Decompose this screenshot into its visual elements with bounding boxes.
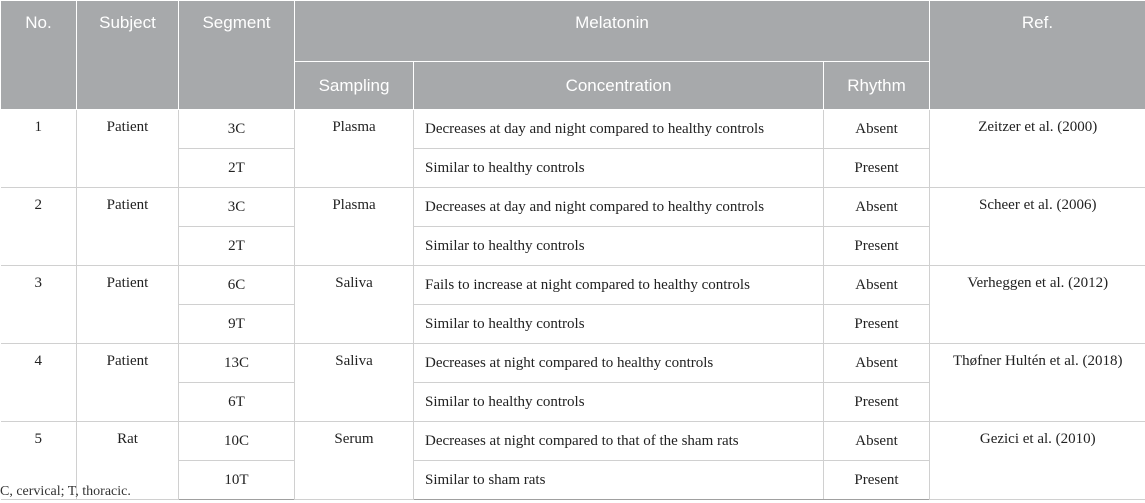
cell-rhythm: Absent [824, 344, 930, 383]
cell-segment: 3C [179, 188, 295, 227]
cell-sampling: Saliva [295, 344, 414, 422]
header-ref: Ref. [930, 1, 1145, 110]
cell-no: 1 [1, 110, 77, 188]
cell-no: 4 [1, 344, 77, 422]
cell-rhythm: Present [824, 383, 930, 422]
cell-concentration: Similar to healthy controls [414, 305, 824, 344]
header-concentration: Concentration [414, 62, 824, 110]
cell-subject: Patient [77, 188, 179, 266]
cell-rhythm: Present [824, 305, 930, 344]
cell-segment: 9T [179, 305, 295, 344]
table-row [1, 110, 1145, 149]
cell-ref: Thøfner Hultén et al. (2018) [930, 344, 1145, 422]
cell-segment: 13C [179, 344, 295, 383]
cell-ref: Scheer et al. (2006) [930, 188, 1145, 266]
cell-segment: 3C [179, 110, 295, 149]
cell-ref: Zeitzer et al. (2000) [930, 110, 1145, 188]
cell-segment: 10T [179, 461, 295, 500]
cell-subject: Patient [77, 344, 179, 422]
table-row [1, 344, 1145, 383]
header-subject: Subject [77, 1, 179, 110]
cell-subject: Rat [77, 422, 179, 500]
cell-sampling: Serum [295, 422, 414, 500]
cell-ref: Gezici et al. (2010) [930, 422, 1145, 500]
cell-segment: 6T [179, 383, 295, 422]
cell-sampling: Plasma [295, 110, 414, 188]
cell-rhythm: Present [824, 149, 930, 188]
header-sampling: Sampling [295, 62, 414, 110]
header-segment: Segment [179, 1, 295, 110]
table-header [1, 1, 1145, 110]
header-rhythm: Rhythm [824, 62, 930, 110]
cell-no: 5 [1, 422, 77, 500]
cell-sampling: Saliva [295, 266, 414, 344]
cell-concentration: Decreases at night compared to that of the sham rats [414, 422, 824, 461]
cell-rhythm: Present [824, 227, 930, 266]
cell-sampling: Plasma [295, 188, 414, 266]
cell-segment: 6C [179, 266, 295, 305]
cell-segment: 2T [179, 227, 295, 266]
table-footnote: C, cervical; T, thoracic. [0, 484, 131, 499]
cell-no: 2 [1, 188, 77, 266]
header-melatonin: Melatonin [295, 1, 930, 62]
cell-concentration: Decreases at night compared to healthy controls [414, 344, 824, 383]
table-row [1, 188, 1145, 227]
cell-rhythm: Absent [824, 188, 930, 227]
table-row [1, 422, 1145, 461]
cell-ref: Verheggen et al. (2012) [930, 266, 1145, 344]
cell-subject: Patient [77, 110, 179, 188]
cell-rhythm: Absent [824, 266, 930, 305]
cell-concentration: Fails to increase at night compared to healthy controls [414, 266, 824, 305]
cell-concentration: Similar to healthy controls [414, 383, 824, 422]
header-no: No. [1, 1, 77, 110]
table-body [1, 110, 1145, 500]
cell-rhythm: Absent [824, 110, 930, 149]
table-row [1, 266, 1145, 305]
cell-rhythm: Present [824, 461, 930, 500]
cell-segment: 10C [179, 422, 295, 461]
cell-concentration: Similar to healthy controls [414, 149, 824, 188]
cell-concentration: Decreases at day and night compared to healthy controls [414, 110, 824, 149]
cell-subject: Patient [77, 266, 179, 344]
cell-concentration: Decreases at day and night compared to healthy controls [414, 188, 824, 227]
cell-no: 3 [1, 266, 77, 344]
cell-segment: 2T [179, 149, 295, 188]
cell-rhythm: Absent [824, 422, 930, 461]
cell-concentration: Similar to healthy controls [414, 227, 824, 266]
cell-concentration: Similar to sham rats [414, 461, 824, 500]
